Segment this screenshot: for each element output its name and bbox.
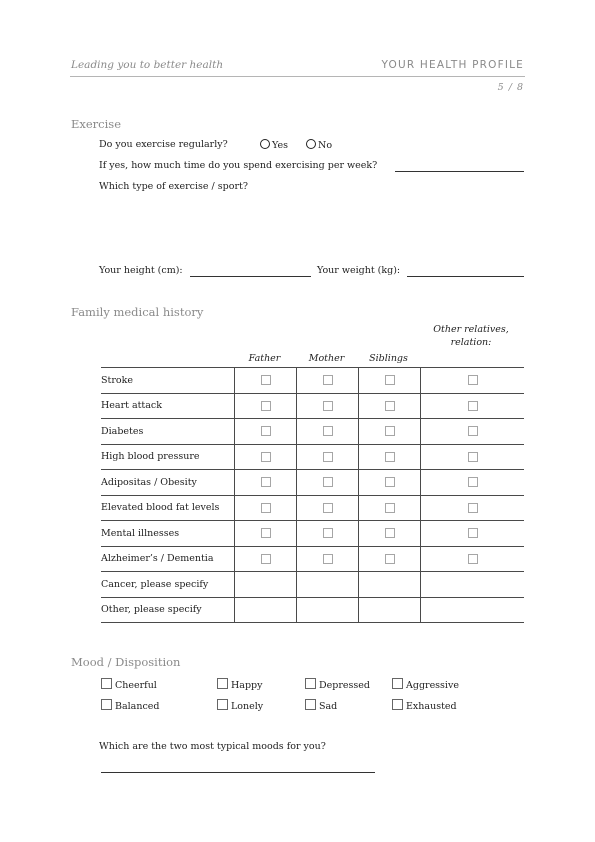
siblings-checkbox[interactable] [385, 426, 395, 436]
table-row [101, 368, 524, 394]
mood-label: Sad [319, 701, 338, 712]
other-relatives-header-line2: relation: [450, 337, 492, 348]
checkbox[interactable] [305, 699, 316, 710]
height-field[interactable] [190, 276, 311, 277]
other-relatives-checkbox[interactable] [468, 375, 478, 385]
row-label: High blood pressure [101, 444, 235, 470]
checkbox[interactable] [392, 678, 403, 689]
siblings-checkbox[interactable] [385, 401, 395, 411]
mood-label: Happy [231, 680, 263, 691]
weight-label: Your weight (kg): [317, 265, 401, 276]
row-label: Alzheimer’s / Dementia [101, 546, 235, 572]
header-tagline: Leading you to better health [71, 59, 224, 71]
yes-radio[interactable] [260, 139, 270, 149]
mood-option[interactable] [305, 699, 337, 712]
exercise-section-title: Exercise [71, 117, 122, 131]
father-specify-cell[interactable] [235, 597, 297, 623]
mood-label: Cheerful [115, 680, 157, 691]
exercise-time-question: If yes, how much time do you spend exercising per week? [99, 160, 378, 171]
row-label: Elevated blood fat levels [101, 495, 235, 521]
typical-moods-answer-field[interactable] [101, 772, 375, 773]
other-relatives-specify-cell[interactable] [421, 597, 525, 623]
header-divider [70, 76, 525, 77]
mood-label: Depressed [319, 680, 370, 691]
mother-checkbox[interactable] [323, 554, 333, 564]
mood-option[interactable] [101, 678, 157, 691]
other-relatives-checkbox[interactable] [468, 503, 478, 513]
family-history-section-title: Family medical history [71, 305, 204, 319]
no-label: No [318, 140, 333, 151]
checkbox[interactable] [392, 699, 403, 710]
table-row [101, 444, 524, 470]
other-relatives-checkbox[interactable] [468, 401, 478, 411]
mood-section-title: Mood / Disposition [71, 655, 181, 669]
row-label: Cancer, please specify [101, 572, 235, 598]
checkbox[interactable] [101, 699, 112, 710]
mother-specify-cell[interactable] [297, 572, 359, 598]
siblings-checkbox[interactable] [385, 554, 395, 564]
checkbox[interactable] [217, 699, 228, 710]
mood-label: Aggressive [406, 680, 459, 691]
row-label: Stroke [101, 368, 235, 394]
father-checkbox[interactable] [261, 503, 271, 513]
father-specify-cell[interactable] [235, 572, 297, 598]
table-row [101, 546, 524, 572]
page-number: 5 / 8 [497, 82, 524, 93]
father-checkbox[interactable] [261, 528, 271, 538]
mood-label: Balanced [115, 701, 160, 712]
father-checkbox[interactable] [261, 452, 271, 462]
other-relatives-checkbox[interactable] [468, 426, 478, 436]
table-row [101, 597, 524, 623]
mood-option[interactable] [305, 678, 370, 691]
table-row [101, 419, 524, 445]
other-relatives-checkbox[interactable] [468, 452, 478, 462]
mother-checkbox[interactable] [323, 375, 333, 385]
siblings-checkbox[interactable] [385, 528, 395, 538]
exercise-no-option[interactable] [306, 139, 332, 151]
table-row [101, 572, 524, 598]
column-header-father: Father [248, 353, 281, 364]
father-checkbox[interactable] [261, 401, 271, 411]
table-row [101, 521, 524, 547]
father-checkbox[interactable] [261, 477, 271, 487]
siblings-specify-cell[interactable] [359, 597, 421, 623]
siblings-checkbox[interactable] [385, 452, 395, 462]
typical-moods-question: Which are the two most typical moods for you? [99, 741, 326, 752]
table-row [101, 393, 524, 419]
other-relatives-header [424, 323, 518, 349]
mood-label: Lonely [231, 701, 264, 712]
father-checkbox[interactable] [261, 375, 271, 385]
column-header-mother: Mother [308, 353, 345, 364]
weight-field[interactable] [407, 276, 524, 277]
siblings-checkbox[interactable] [385, 503, 395, 513]
mother-checkbox[interactable] [323, 452, 333, 462]
table-row [101, 470, 524, 496]
mother-checkbox[interactable] [323, 477, 333, 487]
row-label: Mental illnesses [101, 521, 235, 547]
exercise-time-field[interactable] [395, 171, 524, 172]
mother-checkbox[interactable] [323, 503, 333, 513]
checkbox[interactable] [305, 678, 316, 689]
height-label: Your height (cm): [99, 265, 183, 276]
father-checkbox[interactable] [261, 426, 271, 436]
siblings-checkbox[interactable] [385, 375, 395, 385]
mood-option[interactable] [392, 699, 457, 712]
mother-specify-cell[interactable] [297, 597, 359, 623]
exercise-type-question: Which type of exercise / sport? [99, 181, 248, 192]
mood-label: Exhausted [406, 701, 457, 712]
mood-option[interactable] [217, 678, 262, 691]
family-history-table [101, 367, 524, 623]
father-checkbox[interactable] [261, 554, 271, 564]
mother-checkbox[interactable] [323, 528, 333, 538]
other-relatives-checkbox[interactable] [468, 477, 478, 487]
checkbox[interactable] [101, 678, 112, 689]
other-relatives-checkbox[interactable] [468, 554, 478, 564]
siblings-specify-cell[interactable] [359, 572, 421, 598]
row-label: Adipositas / Obesity [101, 470, 235, 496]
row-label: Diabetes [101, 419, 235, 445]
siblings-checkbox[interactable] [385, 477, 395, 487]
yes-label: Yes [272, 140, 288, 151]
mood-option[interactable] [392, 678, 459, 691]
checkbox[interactable] [217, 678, 228, 689]
no-radio[interactable] [306, 139, 316, 149]
row-label: Heart attack [101, 393, 235, 419]
exercise-yes-option[interactable] [260, 139, 288, 151]
document-title: YOUR HEALTH PROFILE [381, 59, 524, 71]
column-header-siblings: Siblings [369, 353, 408, 364]
other-relatives-header-line1: Other relatives, [433, 324, 509, 335]
mood-option[interactable] [217, 699, 263, 712]
mother-checkbox[interactable] [323, 401, 333, 411]
other-relatives-specify-cell[interactable] [421, 572, 525, 598]
mother-checkbox[interactable] [323, 426, 333, 436]
table-row [101, 495, 524, 521]
exercise-regular-question: Do you exercise regularly? [99, 139, 228, 150]
mood-option[interactable] [101, 699, 160, 712]
row-label: Other, please specify [101, 597, 235, 623]
other-relatives-checkbox[interactable] [468, 528, 478, 538]
